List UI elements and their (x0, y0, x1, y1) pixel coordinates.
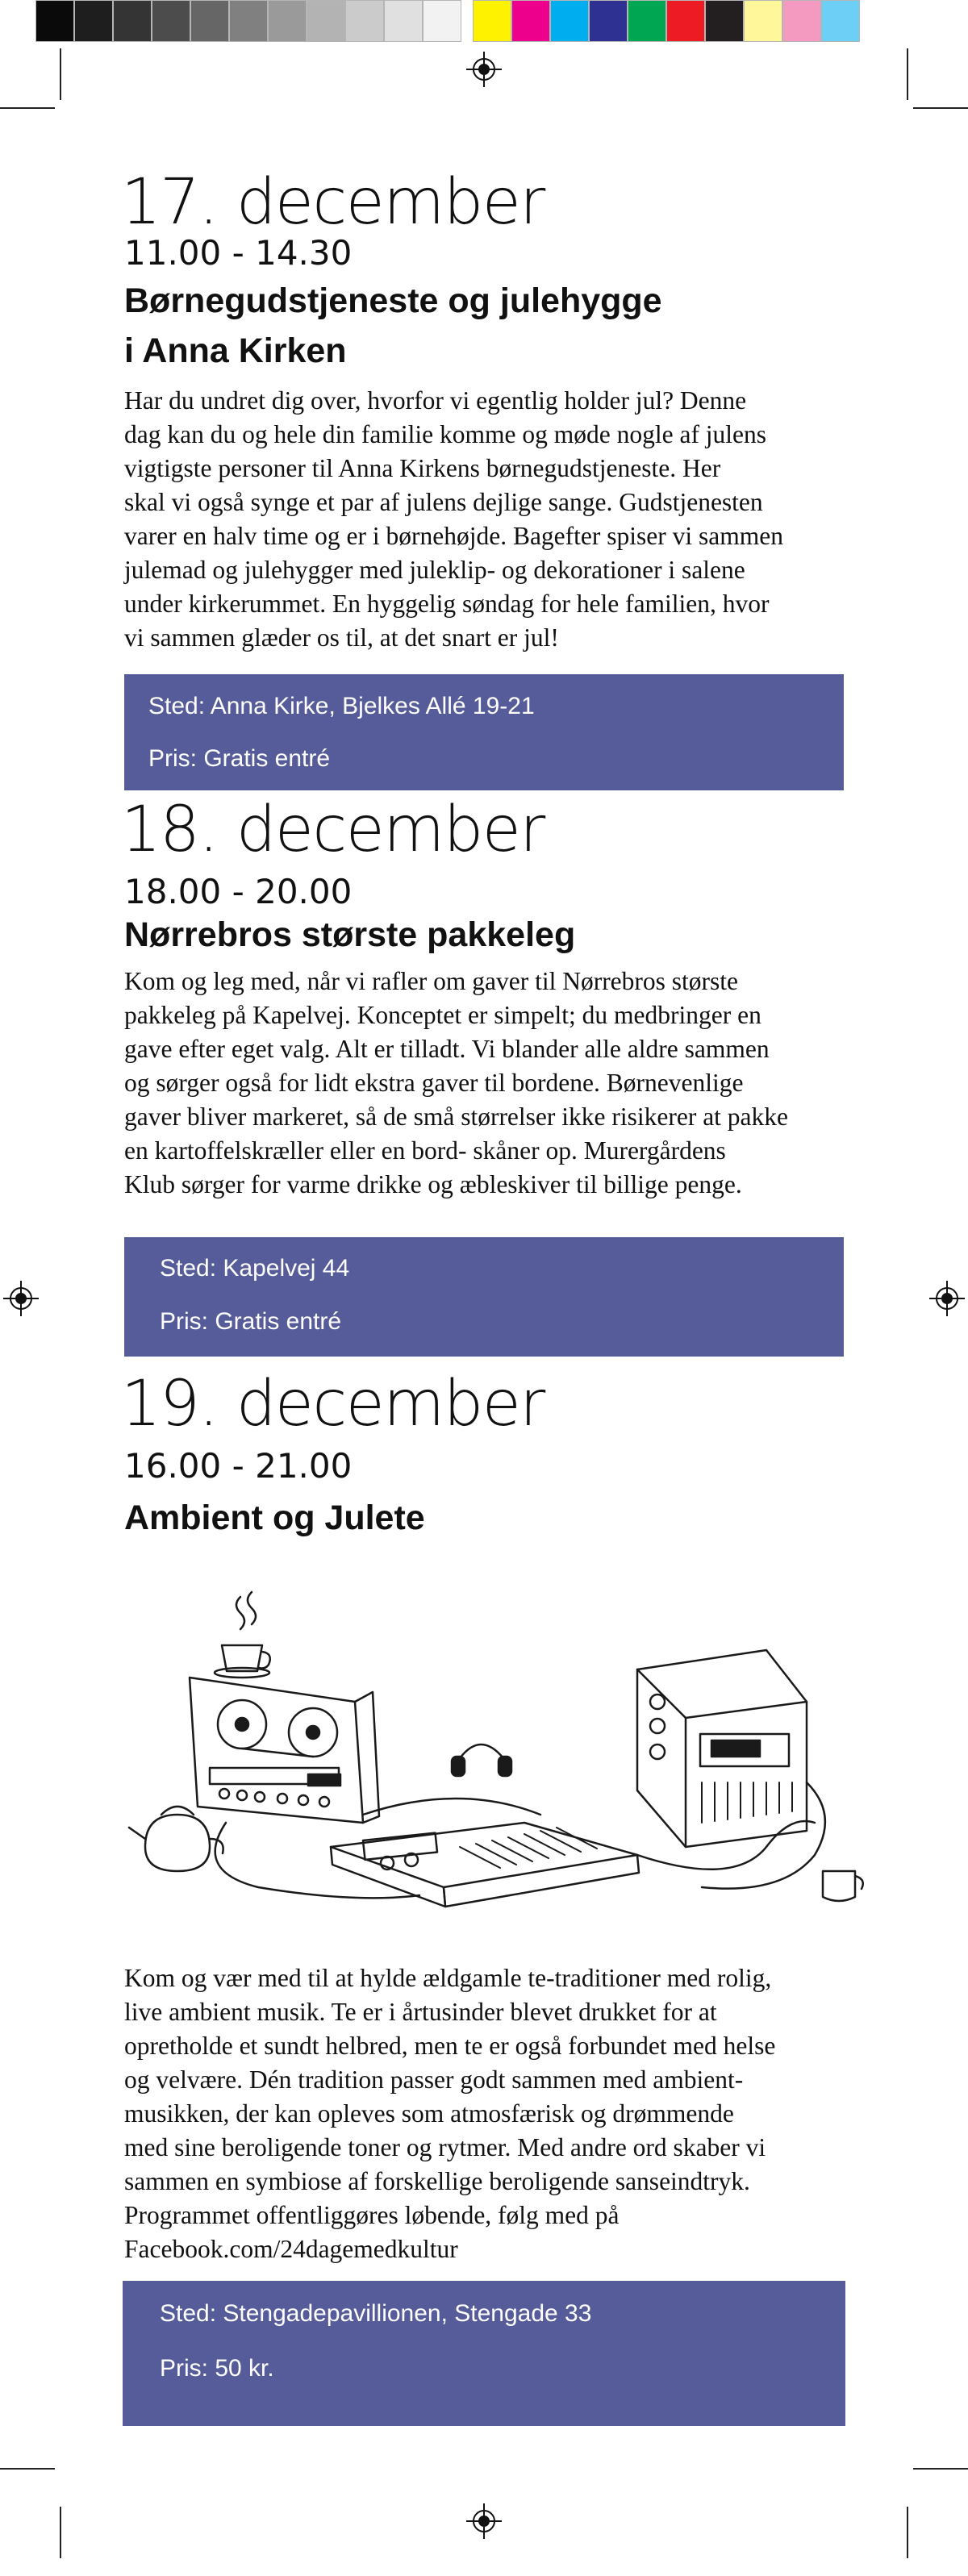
color-swatch (229, 0, 268, 42)
music-equipment-illustration (121, 1581, 871, 1919)
color-swatch (705, 0, 744, 42)
color-swatch (666, 0, 705, 42)
registration-mark-icon (929, 1281, 965, 1316)
crop-mark (907, 48, 908, 100)
registration-mark-icon (3, 1281, 39, 1316)
event-info-box (124, 1237, 844, 1357)
color-swatch (152, 0, 190, 42)
crop-mark (0, 107, 55, 109)
description-line: varer en halv time og er i børnehøjde. Bagefter spiser vi sammen (124, 522, 783, 550)
event-price: Pris: Gratis entré (148, 745, 331, 772)
description-line: dag kan du og hele din familie komme og møde nogle af julens (124, 420, 767, 448)
event-info-box (123, 2281, 845, 2426)
color-swatch (744, 0, 782, 42)
event-date: 17. december (121, 166, 544, 239)
color-swatch (511, 0, 550, 42)
event-description (124, 965, 842, 1202)
event-venue: Sted: Anna Kirke, Bjelkes Allé 19-21 (148, 693, 535, 719)
event-description (124, 1961, 842, 2266)
color-swatch (268, 0, 307, 42)
event-venue: Sted: Kapelvej 44 (160, 1255, 350, 1282)
crop-mark (60, 48, 61, 100)
crop-mark (0, 2468, 55, 2470)
color-swatch (74, 0, 113, 42)
event-price: Pris: 50 kr. (160, 2355, 274, 2382)
event-time: 11.00 - 14.30 (124, 233, 353, 273)
description-line: opretholde et sundt helbred, men te er også forbundet med helse (124, 2032, 776, 2060)
event-info-box (124, 674, 844, 790)
description-line: en kartoffelskræller eller en bord- skåner op. Murergårdens (124, 1136, 726, 1165)
registration-mark-icon (466, 52, 502, 87)
description-line: vigtigste personer til Anna Kirkens børnegudstjeneste. Her (124, 454, 721, 482)
description-line: gaver bliver markeret, så de små størrelser ikke risikerer at pakke (124, 1103, 789, 1131)
description-line: under kirkerummet. En hyggelig søndag for hele familien, hvor (124, 590, 770, 618)
registration-mark-icon (466, 2503, 502, 2539)
description-line: vi sammen glæder os til, at det snart er jul! (124, 623, 559, 652)
color-swatch (550, 0, 589, 42)
description-line: Facebook.com/24dagemedkultur (124, 2235, 458, 2263)
crop-mark (913, 2468, 968, 2470)
event-date: 19. december (121, 1368, 544, 1440)
event-date: 18. december (121, 794, 544, 866)
color-swatch (782, 0, 821, 42)
event-title: Ambient og Julete (124, 1498, 425, 1537)
swatch-gap (461, 0, 473, 42)
event-venue: Sted: Stengadepavillionen, Stengade 33 (160, 2300, 592, 2327)
description-line: Har du undret dig over, hvorfor vi egentlig holder jul? Denne (124, 386, 747, 415)
description-line: og velvære. Dén tradition passer godt sammen med ambient- (124, 2065, 744, 2094)
description-line: musikken, der kan opleves som atmosfærisk og drømmende (124, 2099, 734, 2128)
crop-mark (60, 2507, 61, 2558)
event-description (124, 384, 842, 655)
color-swatch (589, 0, 628, 42)
description-line: Klub sørger for varme drikke og æbleskiver til billige penge. (124, 1170, 742, 1198)
color-swatch (423, 0, 461, 42)
description-line: pakkeleg på Kapelvej. Konceptet er simpelt; du medbringer en (124, 1001, 761, 1029)
color-swatch (113, 0, 152, 42)
event-title: Børnegudstjeneste og julehygge (124, 281, 662, 320)
description-line: sammen en symbiose af forskellige beroligende sanseindtryk. (124, 2167, 750, 2195)
event-time: 18.00 - 20.00 (124, 872, 353, 911)
event-title: Nørrebros største pakkeleg (124, 915, 576, 954)
description-line: Kom og leg med, når vi rafler om gaver til Nørrebros største (124, 967, 739, 995)
color-swatch (190, 0, 229, 42)
color-calibration-bar (35, 0, 860, 42)
description-line: Kom og vær med til at hylde ældgamle te-traditioner med rolig, (124, 1964, 772, 1992)
event-title: i Anna Kirken (124, 331, 347, 370)
color-swatch (821, 0, 860, 42)
color-swatch (384, 0, 423, 42)
color-swatch (307, 0, 345, 42)
color-swatch (473, 0, 511, 42)
description-line: live ambient musik. Te er i årtusinder blevet drukket for at (124, 1998, 717, 2026)
description-line: gave efter eget valg. Alt er tilladt. Vi blander alle aldre sammen (124, 1035, 770, 1063)
description-line: og sørger også for lidt ekstra gaver til bordene. Børnevenlige (124, 1069, 744, 1097)
color-swatch (345, 0, 384, 42)
description-line: skal vi også synge et par af julens dejlige sange. Gudstjenesten (124, 488, 763, 516)
description-line: julemad og julehygger med juleklip- og dekorationer i salene (124, 556, 745, 584)
description-line: med sine beroligende toner og rytmer. Med andre ord skaber vi (124, 2133, 766, 2161)
description-line: Programmet offentliggøres løbende, følg med på (124, 2201, 620, 2229)
event-time: 16.00 - 21.00 (124, 1446, 353, 1486)
color-swatch (35, 0, 74, 42)
color-swatch (628, 0, 666, 42)
crop-mark (907, 2507, 908, 2558)
event-price: Pris: Gratis entré (160, 1308, 342, 1335)
crop-mark (913, 107, 968, 109)
